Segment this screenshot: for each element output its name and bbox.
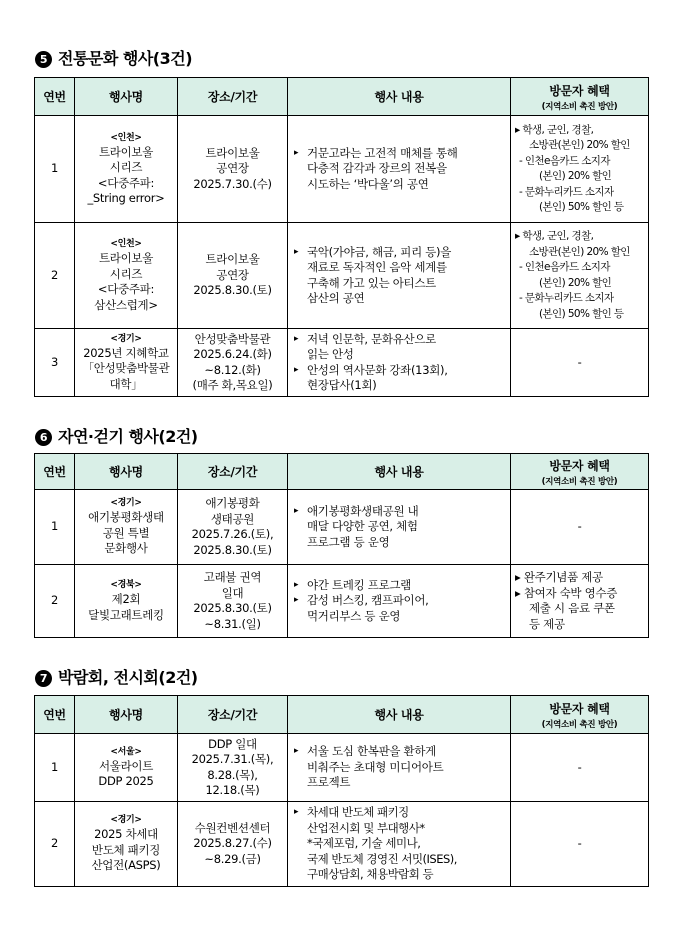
event-place: 수원컨벤션센터 2025.8.27.(수) ~8.29.(금) — [178, 802, 288, 887]
event-benefit: - — [511, 329, 649, 397]
event-place: 애기봉평화 생태공원 2025.7.26.(토), 2025.8.30.(토) — [178, 490, 288, 565]
event-place: 트라이보울 공연장 2025.8.30.(토) — [178, 223, 288, 329]
header-content: 행사 내용 — [288, 78, 511, 116]
event-benefit: ▸ 학생, 군인, 경찰, 소방관(본인) 20% 할인 - 인천e음카드 소지자 (본인) 20% 할인 - 문화누리카드 소지자 (본인) 50% 할인 등 — [511, 116, 649, 223]
event-name: <경기> 2025 차세대 반도체 패키징 산업전(ASPS) — [75, 802, 178, 887]
event-content: ▸ 저녁 인문학, 문화유산으로 읽는 안성 ▸ 안성의 역사문화 강좌(13회), 현장답사(1회) — [288, 329, 511, 397]
section-number-badge: 7 — [35, 670, 52, 687]
event-name: <경북> 제2회 달빛고래트레킹 — [75, 565, 178, 638]
event-place: 고래불 권역 일대 2025.8.30.(토) ~8.31.(일) — [178, 565, 288, 638]
event-content: ▸ 거문고라는 고전적 매체를 통해 다층적 감각과 장르의 전복을 시도하는 ‘박다울’의 공연 — [288, 116, 511, 223]
table-traditional-culture — [34, 77, 649, 397]
event-place: DDP 일대 2025.7.31.(목), 8.28.(목), 12.18.(목) — [178, 734, 288, 802]
header-benefit: 방문자 혜택 (지역소비 촉진 방안) — [511, 696, 649, 734]
header-no: 연번 — [35, 696, 75, 734]
table-row: 1 <경기> 애기봉평화생태 공원 특별 문화행사 애기봉평화 생태공원 2025.7.26.(토), 2025.8.30.(토) ▸ 애기봉평화생태공원 내 매달 다양한 공연, 체험 프로그램 등 운영 - — [35, 490, 649, 565]
header-benefit: 방문자 혜택 (지역소비 촉진 방안) — [511, 78, 649, 116]
table-header-row — [35, 696, 649, 734]
event-content: ▸ 서울 도심 한복판을 환하게 비춰주는 초대형 미디어아트 프로젝트 — [288, 734, 511, 802]
header-content: 행사 내용 — [288, 696, 511, 734]
section-6-title: 6 자연·걷기 행사(2건) — [35, 424, 198, 447]
event-benefit: - — [511, 734, 649, 802]
header-place: 장소/기간 — [178, 78, 288, 116]
event-name: <경기> 2025년 지혜학교 「안성맞춤박물관 대학」 — [75, 329, 178, 397]
header-name: 행사명 — [75, 454, 178, 490]
table-header-row — [35, 454, 649, 490]
header-name: 행사명 — [75, 696, 178, 734]
table-row: 2 <인천> 트라이보울 시리즈 <다중주파: 삼산스럽게> 트라이보울 공연장 2025.8.30.(토) ▸ 국악(가야금, 해금, 피리 등)을 재료로 독자적인 음악 세계를 구축해 가고 있는 아티스트 삼산의 공연 ▸ 학생, 군인, 경찰, 소방관(본인) 20% 할인 - 인천e음카드 소지자 (본인) 20% 할인 - 문화누리카드 소지자 (본인) 50% 할인 등 — [35, 223, 649, 329]
event-place: 트라이보울 공연장 2025.7.30.(수) — [178, 116, 288, 223]
table-expo-exhibition — [34, 695, 649, 887]
header-no: 연번 — [35, 78, 75, 116]
header-name: 행사명 — [75, 78, 178, 116]
event-content: ▸ 차세대 반도체 패키징 산업전시회 및 부대행사* *국제포럼, 기술 세미나, 국제 반도체 경영진 서밋(ISES), 구매상담회, 채용박람회 등 — [288, 802, 511, 887]
event-benefit: - — [511, 490, 649, 565]
event-place: 안성맞춤박물관 2025.6.24.(화) ~8.12.(화) (매주 화,목요일) — [178, 329, 288, 397]
event-content: ▸ 국악(가야금, 해금, 피리 등)을 재료로 독자적인 음악 세계를 구축해 가고 있는 아티스트 삼산의 공연 — [288, 223, 511, 329]
table-row: 2 <경기> 2025 차세대 반도체 패키징 산업전(ASPS) 수원컨벤션센터 2025.8.27.(수) ~8.29.(금) ▸ 차세대 반도체 패키징 산업전시회 및 부대행사* *국제포럼, 기술 세미나, 국제 반도체 경영진 서밋(ISES), 구매상담회, 채용박람회 등 - — [35, 802, 649, 887]
event-content: ▸ 애기봉평화생태공원 내 매달 다양한 공연, 체험 프로그램 등 운영 — [288, 490, 511, 565]
event-name: <서울> 서울라이트 DDP 2025 — [75, 734, 178, 802]
table-row: 3 <경기> 2025년 지혜학교 「안성맞춤박물관 대학」 안성맞춤박물관 2025.6.24.(화) ~8.12.(화) (매주 화,목요일) ▸ 저녁 인문학, 문화유산으로 읽는 안성 ▸ 안성의 역사문화 강좌(13회), 현장답사(1회) - — [35, 329, 649, 397]
table-row: 1 <서울> 서울라이트 DDP 2025 DDP 일대 2025.7.31.(목), 8.28.(목), 12.18.(목) ▸ 서울 도심 한복판을 환하게 비춰주는 초대형 미디어아트 프로젝트 - — [35, 734, 649, 802]
event-content: ▸ 야간 트레킹 프로그램 ▸ 감성 버스킹, 캠프파이어, 먹거리부스 등 운영 — [288, 565, 511, 638]
table-header-row — [35, 78, 649, 116]
section-number-badge: 6 — [35, 429, 52, 446]
table-nature-walking — [34, 453, 649, 638]
section-7-title: 7 박람회, 전시회(2건) — [35, 665, 198, 688]
event-name: <인천> 트라이보울 시리즈 <다중주파: _String error> — [75, 116, 178, 223]
event-name: <인천> 트라이보울 시리즈 <다중주파: 삼산스럽게> — [75, 223, 178, 329]
event-benefit: - — [511, 802, 649, 887]
table-row: 2 <경북> 제2회 달빛고래트레킹 고래불 권역 일대 2025.8.30.(토) ~8.31.(일) ▸ 야간 트레킹 프로그램 ▸ 감성 버스킹, 캠프파이어, 먹거리부스 등 운영 ▸ 완주기념품 제공 ▸ 참여자 숙박 영수증 제출 시 음료 쿠폰 등 제공 — [35, 565, 649, 638]
header-benefit: 방문자 혜택 (지역소비 촉진 방안) — [511, 454, 649, 490]
event-benefit: ▸ 완주기념품 제공 ▸ 참여자 숙박 영수증 제출 시 음료 쿠폰 등 제공 — [511, 565, 649, 638]
event-name: <경기> 애기봉평화생태 공원 특별 문화행사 — [75, 490, 178, 565]
header-no: 연번 — [35, 454, 75, 490]
header-place: 장소/기간 — [178, 454, 288, 490]
section-number-badge: 5 — [35, 51, 52, 68]
header-content: 행사 내용 — [288, 454, 511, 490]
table-row: 1 <인천> 트라이보울 시리즈 <다중주파: _String error> 트라이보울 공연장 2025.7.30.(수) ▸ 거문고라는 고전적 매체를 통해 다층적 감각과 장르의 전복을 시도하는 ‘박다울’의 공연 ▸ 학생, 군인, 경찰, 소방관(본인) 20% 할인 - 인천e음카드 소지자 (본인) 20% 할인 - 문화누리카드 소지자 (본인) 50% 할인 등 — [35, 116, 649, 223]
event-benefit: ▸ 학생, 군인, 경찰, 소방관(본인) 20% 할인 - 인천e음카드 소지자 (본인) 20% 할인 - 문화누리카드 소지자 (본인) 50% 할인 등 — [511, 223, 649, 329]
header-place: 장소/기간 — [178, 696, 288, 734]
section-5-title: 5 전통문화 행사(3건) — [35, 46, 192, 69]
